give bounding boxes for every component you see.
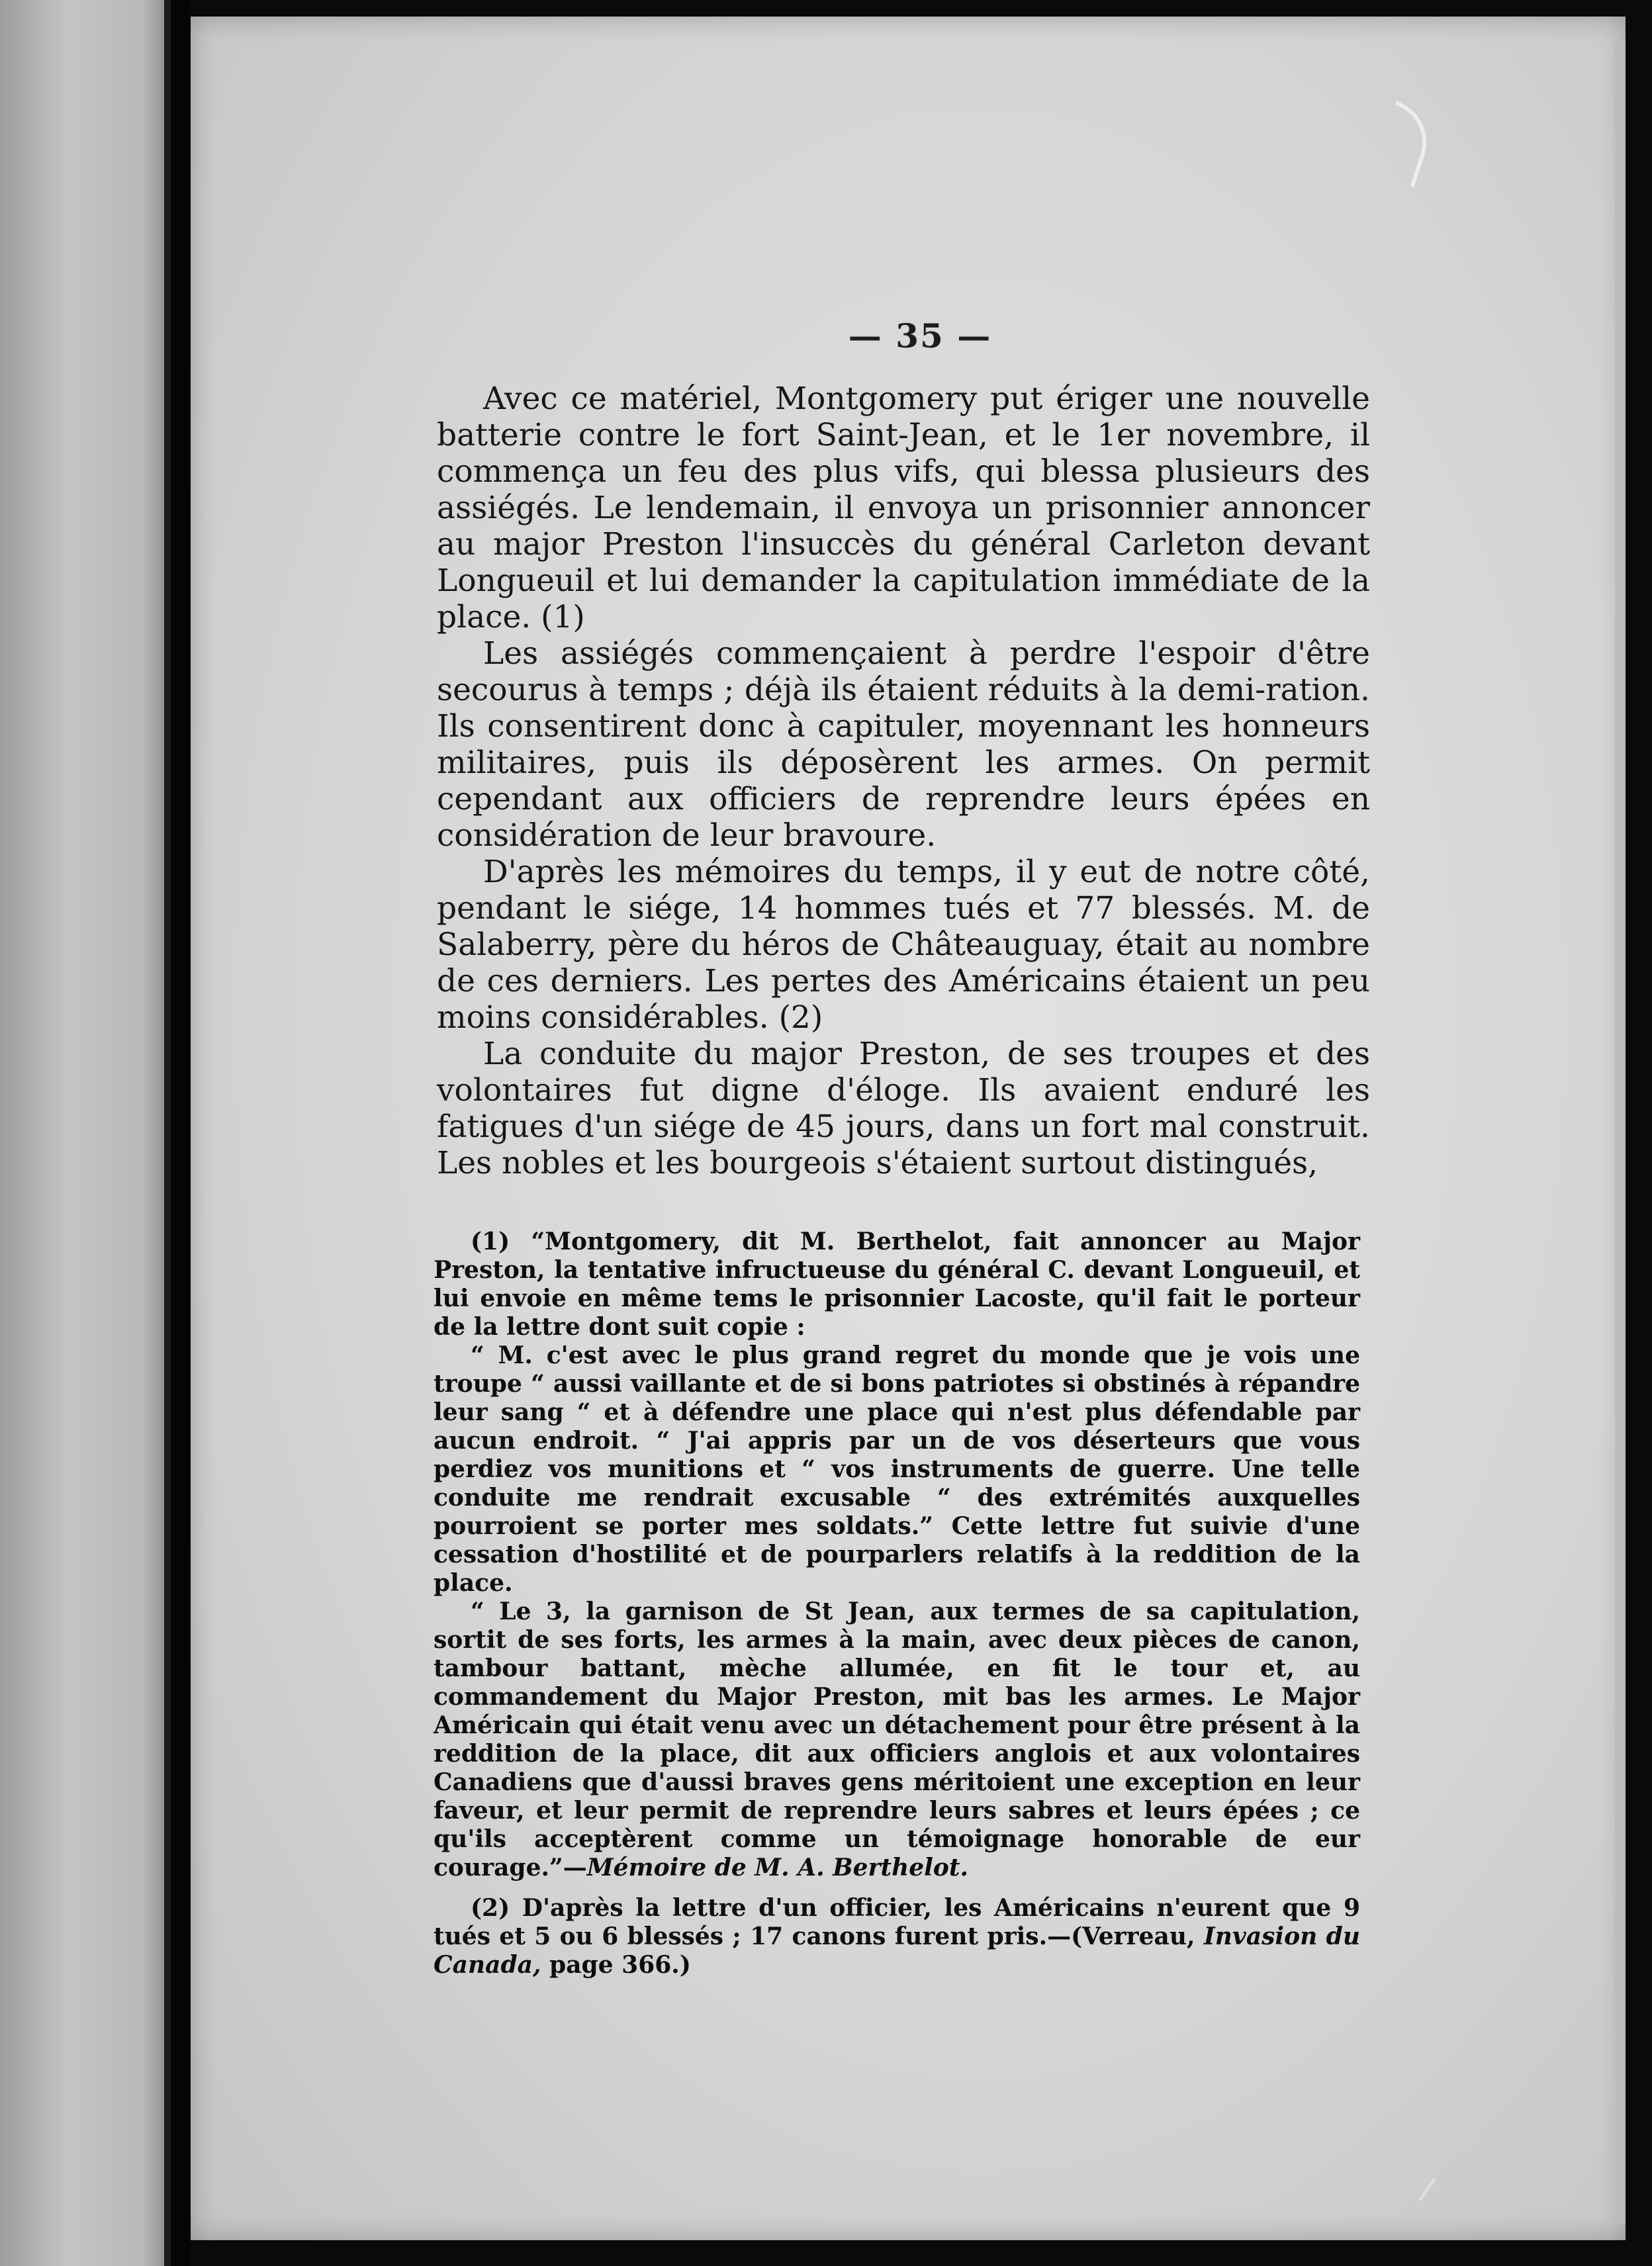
paragraph: Les assiégés commençaient à perdre l'espoir d'être secourus à temps ; déjà ils étaient réduits à la demi-ration. Ils consentirent donc à capituler, moyennant les honneurs militaires, puis ils déposèrent les armes. On permit cependant aux officiers de reprendre leurs épées en considération de leur bravoure. [437,635,1370,854]
paragraph: La conduite du major Preston, de ses troupes et des volontaires fut digne d'éloge. Ils avaient enduré les fatigues d'un siége de 45 jours, dans un fort mal construit. Les nobles et les bourgeois s'étaient surtout distingués, [437,1036,1370,1181]
footnote-text: page 366.) [541,1951,691,1979]
book-gutter [171,0,191,2266]
paragraph: Avec ce matériel, Montgomery put ériger une nouvelle batterie contre le fort Saint-Jean, et le 1er novembre, il commença un feu des plus vifs, qui blessa plusieurs des assiégés. Le lendemain, il envoya un prisonnier annoncer au major Preston l'insuccès du général Carleton devant Longueuil et lui demander la capitulation immédiate de la place. (1) [437,381,1370,635]
footnote-source: Invasion du Canada, [434,1923,1361,1979]
paragraph: D'après les mémoires du temps, il y eut de notre côté, pendant le siége, 14 hommes tués et 77 blessés. M. de Salaberry, père du héros de Châteauguay, était au nombre de ces derniers. Les pertes des Américains étaient un peu moins considérables. (2) [437,854,1370,1036]
page-edge [1615,40,1626,2224]
book-fold [164,0,171,2266]
footnote-text: (2) D'après la lettre d'un officier, les Américains n'eurent que 9 tués et 5 ou 6 blessés ; 17 canons furent pris.—(Verreau, [434,1894,1360,1950]
footnote-text: “ Le 3, la garnison de St Jean, aux termes de sa capitulation, sortit de ses forts, les armes à la main, avec deux pièces de canon, tambour battant, mèche allumée, en fit le tour et, au commandement du Major Preston, mit bas les armes. Le Major Américain qui était venu avec un détachement pour être présent à la reddition de la place, dit aux officiers anglois et aux volontaires Canadiens que d'aussi braves gens méritoient une exception en leur faveur, et leur permit de reprendre leurs sabres et leurs épées ; ce qu'ils acceptèrent comme un témoignage honorable de eur courage.”— [434,1598,1360,1881]
facing-page-edge [0,0,169,2266]
footnotes [434,1228,1360,1979]
footnote-1-quote: “ M. c'est avec le plus grand regret du monde que je vois une troupe “ aussi vaillante et de si bons patriotes si obstinés à répandre leur sang “ et à défendre une place qui n'est plus défendable par aucun endroit. “ J'ai appris par un de vos déserteurs que vous perdiez vos munitions et “ vos instruments de guerre. Une telle conduite me rendrait excusable “ des extrémités auxquelles pourroient se porter mes soldats.” Cette lettre fut suivie d'une cessation d'hostilité et de pourparlers relatifs à la reddition de la place. [434,1341,1360,1597]
footnote-source: Mémoire de M. A. Berthelot. [586,1854,969,1881]
page-number: — 35 — [848,316,992,355]
footnote-2 [434,1894,1360,1979]
footnote-1-continuation [434,1598,1360,1882]
main-text [437,381,1370,1181]
footnote-1: (1) “Montgomery, dit M. Berthelot, fait annoncer au Major Preston, la tentative infructueuse du général C. devant Longueuil, et lui envoie en même tems le prisonnier Lacoste, qu'il fait le porteur de la lettre dont suit copie : [434,1228,1360,1341]
